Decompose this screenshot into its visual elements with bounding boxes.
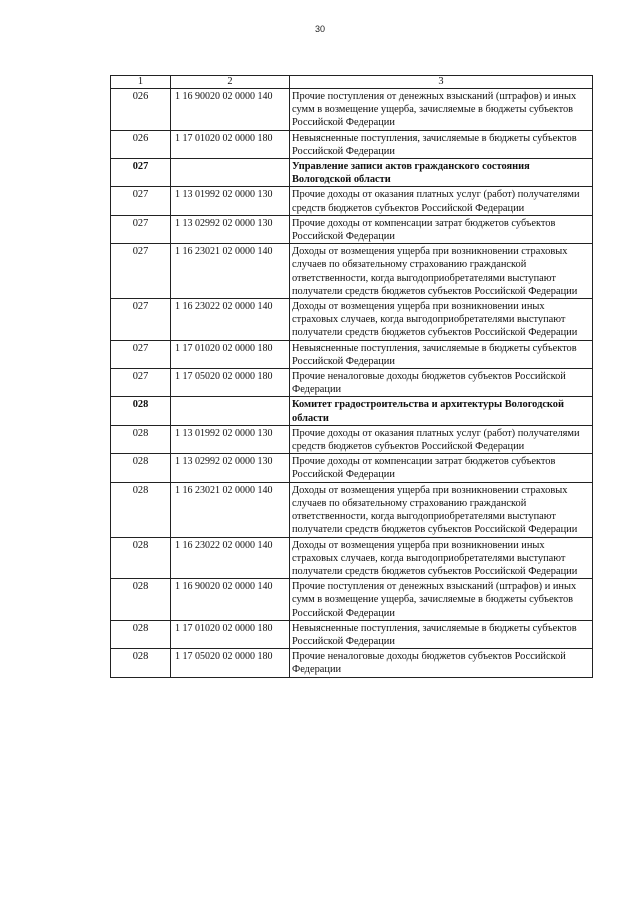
table-row: [111, 579, 593, 621]
kbk-code-cell: 1 16 90020 02 0000 140: [171, 579, 290, 621]
header-row: [111, 76, 593, 89]
revenue-name-cell: Комитет градостроительства и архитектуры Вологодской области: [290, 397, 593, 425]
kbk-code-cell: 1 13 02992 02 0000 130: [171, 215, 290, 243]
admin-code-cell: 027: [111, 244, 171, 299]
admin-code-cell: 028: [111, 620, 171, 648]
kbk-code-cell: 1 17 01020 02 0000 180: [171, 620, 290, 648]
table-body: [111, 89, 593, 678]
kbk-code-cell: 1 13 02992 02 0000 130: [171, 454, 290, 482]
admin-code-cell: 028: [111, 649, 171, 677]
admin-code-cell: 027: [111, 340, 171, 368]
table-row: [111, 620, 593, 648]
table-section-row: [111, 159, 593, 187]
revenue-name-cell: Невыясненные поступления, зачисляемые в бюджеты субъектов Российской Федерации: [290, 130, 593, 158]
kbk-code-cell: 1 17 05020 02 0000 180: [171, 649, 290, 677]
admin-code-cell: 027: [111, 369, 171, 397]
admin-code-cell: 026: [111, 130, 171, 158]
revenue-name-cell: Управление записи актов гражданского состояния Вологодской области: [290, 159, 593, 187]
kbk-code-cell: 1 13 01992 02 0000 130: [171, 425, 290, 453]
revenue-name-cell: Доходы от возмещения ущерба при возникновении иных страховых случаев, когда выгодоприобретателями выступают получатели средств бюджетов субъектов Российской Федерации: [290, 299, 593, 341]
table-row: [111, 244, 593, 299]
admin-code-cell: 028: [111, 425, 171, 453]
kbk-code-cell: 1 16 23022 02 0000 140: [171, 537, 290, 579]
table-row: [111, 130, 593, 158]
revenue-name-cell: Прочие неналоговые доходы бюджетов субъектов Российской Федерации: [290, 369, 593, 397]
admin-code-cell: 026: [111, 89, 171, 131]
table-row: [111, 454, 593, 482]
revenue-name-cell: Прочие неналоговые доходы бюджетов субъектов Российской Федерации: [290, 649, 593, 677]
kbk-code-cell: 1 13 01992 02 0000 130: [171, 187, 290, 215]
admin-code-cell: 027: [111, 299, 171, 341]
page-number: 30: [314, 24, 325, 34]
kbk-code-cell: 1 16 23021 02 0000 140: [171, 482, 290, 537]
table-section-row: [111, 397, 593, 425]
table-row: [111, 89, 593, 131]
column-header-3: 3: [290, 76, 593, 89]
revenue-codes-table: [110, 75, 593, 678]
revenue-name-cell: Доходы от возмещения ущерба при возникновении иных страховых случаев, когда выгодоприобретателями выступают получатели средств бюджетов субъектов Российской Федерации: [290, 537, 593, 579]
admin-code-cell: 028: [111, 454, 171, 482]
table-row: [111, 215, 593, 243]
table-row: [111, 425, 593, 453]
kbk-code-cell: [171, 159, 290, 187]
revenue-name-cell: Прочие поступления от денежных взысканий (штрафов) и иных сумм в возмещение ущерба, зачисляемые в бюджеты субъектов Российской Федерации: [290, 89, 593, 131]
admin-code-cell: 028: [111, 537, 171, 579]
revenue-name-cell: Доходы от возмещения ущерба при возникновении страховых случаев по обязательному страхованию гражданской ответственности, когда выгодоприобретателями выступают получатели средств бюджетов субъектов Российской Федерации: [290, 244, 593, 299]
table-row: [111, 187, 593, 215]
kbk-code-cell: 1 17 01020 02 0000 180: [171, 130, 290, 158]
admin-code-cell: 027: [111, 159, 171, 187]
kbk-code-cell: 1 16 90020 02 0000 140: [171, 89, 290, 131]
table-row: [111, 649, 593, 677]
revenue-name-cell: Прочие доходы от компенсации затрат бюджетов субъектов Российской Федерации: [290, 215, 593, 243]
revenue-name-cell: Прочие поступления от денежных взысканий (штрафов) и иных сумм в возмещение ущерба, зачисляемые в бюджеты субъектов Российской Федерации: [290, 579, 593, 621]
kbk-code-cell: [171, 397, 290, 425]
admin-code-cell: 028: [111, 579, 171, 621]
revenue-name-cell: Доходы от возмещения ущерба при возникновении страховых случаев по обязательному страхованию гражданской ответственности, когда выгодоприобретателями выступают получатели средств бюджетов субъектов Российской Федерации: [290, 482, 593, 537]
admin-code-cell: 027: [111, 215, 171, 243]
column-header-1: 1: [111, 76, 171, 89]
kbk-code-cell: 1 16 23022 02 0000 140: [171, 299, 290, 341]
revenue-name-cell: Невыясненные поступления, зачисляемые в бюджеты субъектов Российской Федерации: [290, 340, 593, 368]
table-row: [111, 482, 593, 537]
revenue-name-cell: Прочие доходы от оказания платных услуг (работ) получателями средств бюджетов субъектов Российской Федерации: [290, 425, 593, 453]
table-row: [111, 369, 593, 397]
admin-code-cell: 028: [111, 482, 171, 537]
kbk-code-cell: 1 16 23021 02 0000 140: [171, 244, 290, 299]
kbk-code-cell: 1 17 01020 02 0000 180: [171, 340, 290, 368]
admin-code-cell: 027: [111, 187, 171, 215]
revenue-name-cell: Прочие доходы от компенсации затрат бюджетов субъектов Российской Федерации: [290, 454, 593, 482]
table-row: [111, 299, 593, 341]
revenue-name-cell: Прочие доходы от оказания платных услуг (работ) получателями средств бюджетов субъектов Российской Федерации: [290, 187, 593, 215]
table-header: [111, 76, 593, 89]
kbk-code-cell: 1 17 05020 02 0000 180: [171, 369, 290, 397]
column-header-2: 2: [171, 76, 290, 89]
table-row: [111, 537, 593, 579]
admin-code-cell: 028: [111, 397, 171, 425]
table-row: [111, 340, 593, 368]
revenue-name-cell: Невыясненные поступления, зачисляемые в бюджеты субъектов Российской Федерации: [290, 620, 593, 648]
